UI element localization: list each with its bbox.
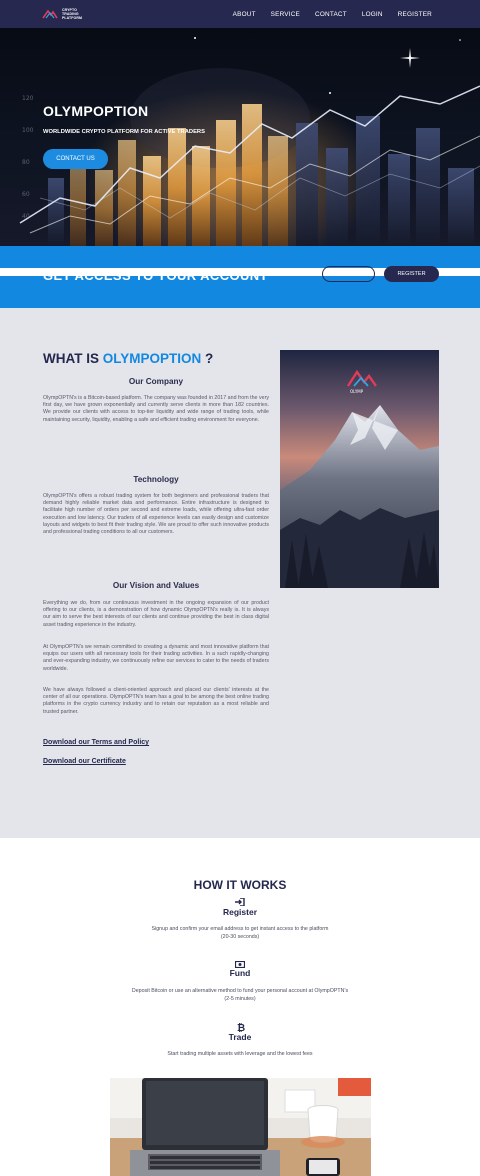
step-fund-time: (2-5 minutes): [224, 996, 256, 1002]
paragraph-vision-3: We have always followed a client-oriented approach and placed our clients' interests at the center of all our operations. OlympOPTN's team has a goal to be among the best online trading platforms in the crypto currency industry and to retain our reputation as a most reliable and trusted partner.: [43, 687, 269, 715]
certificate-link[interactable]: Download our Certificate: [43, 758, 126, 765]
site-logo[interactable]: [42, 8, 92, 20]
nav-login[interactable]: LOGIN: [361, 10, 383, 18]
about-title-brand: OLYMPOPTION: [102, 351, 202, 366]
heading-technology: Technology: [133, 475, 179, 484]
paragraph-technology: OlympOPTN's offers a robust trading system for both beginners and professional traders that demand highly reliable market data and performance. Entire infrastructure is designed to facilitate high number of orders per second and extreme loads, while offering ultra-fast order execution and low latency. Our traders of all experience levels can easily design and customize layouts and widgets to best fit their trading style. We are proud to offer such innovative products and professional trading conditions to all our customers.: [43, 493, 269, 536]
svg-text:40: 40: [22, 213, 30, 220]
mountain-illustration: [280, 350, 439, 588]
how-it-works-section: [0, 838, 480, 1176]
strip-register-button[interactable]: REGISTER: [384, 266, 439, 282]
step-register-heading: Register: [222, 907, 257, 917]
step-fund-heading: Fund: [229, 968, 251, 978]
bitcoin-icon: [234, 1022, 246, 1031]
terms-policy-link[interactable]: Download our Terms and Policy: [43, 739, 150, 746]
logo-text: CRYPTO TRADING PLATFORM: [62, 8, 82, 20]
svg-text:100: 100: [22, 127, 34, 134]
heading-our-company: Our Company: [128, 377, 184, 386]
sign-in-icon: [234, 898, 246, 907]
account-access-strip: [0, 246, 480, 308]
nav-contact[interactable]: CONTACT: [315, 10, 347, 18]
svg-text:60: 60: [22, 191, 30, 198]
laptop-desk-image: [110, 1078, 371, 1176]
paragraph-our-company: OlympOPTN's is a Bitcoin-based platform. The company was founded in 2017 and from the very first day, we have grown exponentially and currently serve clients in more than 182 countries. We provide our clients with access to top-tier liquidity and wide range of trading tools, while maintaining security, liquidity, enabling a safe and efficient trading environment for everyone.: [43, 395, 269, 423]
step-register-time: (20-30 seconds): [220, 934, 260, 940]
about-section: [0, 308, 480, 838]
hero-title: OLYMPOPTION: [43, 103, 149, 119]
step-trade-text: Start trading multiple assets with leverage and the lowest fees: [167, 1051, 313, 1057]
paragraph-vision-2: At OlympOPTN's we remain committed to creating a dynamic and most innovative platform that equips our users with all necessary tools for their trading activities. In a such rapidly-changing and ever-expanding industry, we continuously refine our services to cater to the needs of traders worldwide.: [43, 644, 269, 672]
image-brand-text: OLYMP: [350, 389, 364, 394]
step-register-text: Signup and confirm your email address to get instant access to the platform: [151, 926, 329, 932]
about-title: WHAT IS OLYMPOPTION ?: [43, 351, 214, 366]
svg-text:120: 120: [22, 95, 34, 102]
svg-text:₿: ₿: [236, 1023, 245, 1032]
contact-us-button[interactable]: CONTACT US: [43, 149, 108, 169]
top-navbar: [0, 0, 480, 28]
step-trade-heading: Trade: [228, 1032, 252, 1042]
logo-mountain-icon: [42, 8, 58, 20]
paragraph-vision-1: Everything we do, from our continuous investment in the ongoing expansion of our product offering to our clients, is a demonstration of how dynamic OlympOPTN's really is. It is always our aim to serve the best interests of our clients and continue providing the best in class digital asset trading experience in the industry.: [43, 600, 269, 628]
nav-register[interactable]: REGISTER: [397, 10, 432, 18]
nav-service[interactable]: SERVICE: [270, 10, 301, 18]
step-fund-text: Deposit Bitcoin or use an alternative method to fund your personal account at OlympOPTN's: [131, 988, 349, 994]
nav-about[interactable]: ABOUT: [232, 10, 256, 18]
main-nav: [233, 0, 432, 28]
how-title: HOW IT WORKS: [193, 878, 287, 892]
strip-login-button[interactable]: LOGIN: [322, 266, 375, 282]
heading-vision: Our Vision and Values: [112, 581, 200, 590]
about-mountain-image: [280, 350, 439, 588]
hero-subtitle: WORLDWIDE CRYPTO PLATFORM FOR ACTIVE TRADERS: [43, 129, 205, 135]
hero-banner: [0, 28, 480, 246]
hero-chart-background: [0, 28, 480, 246]
svg-text:80: 80: [22, 159, 30, 166]
